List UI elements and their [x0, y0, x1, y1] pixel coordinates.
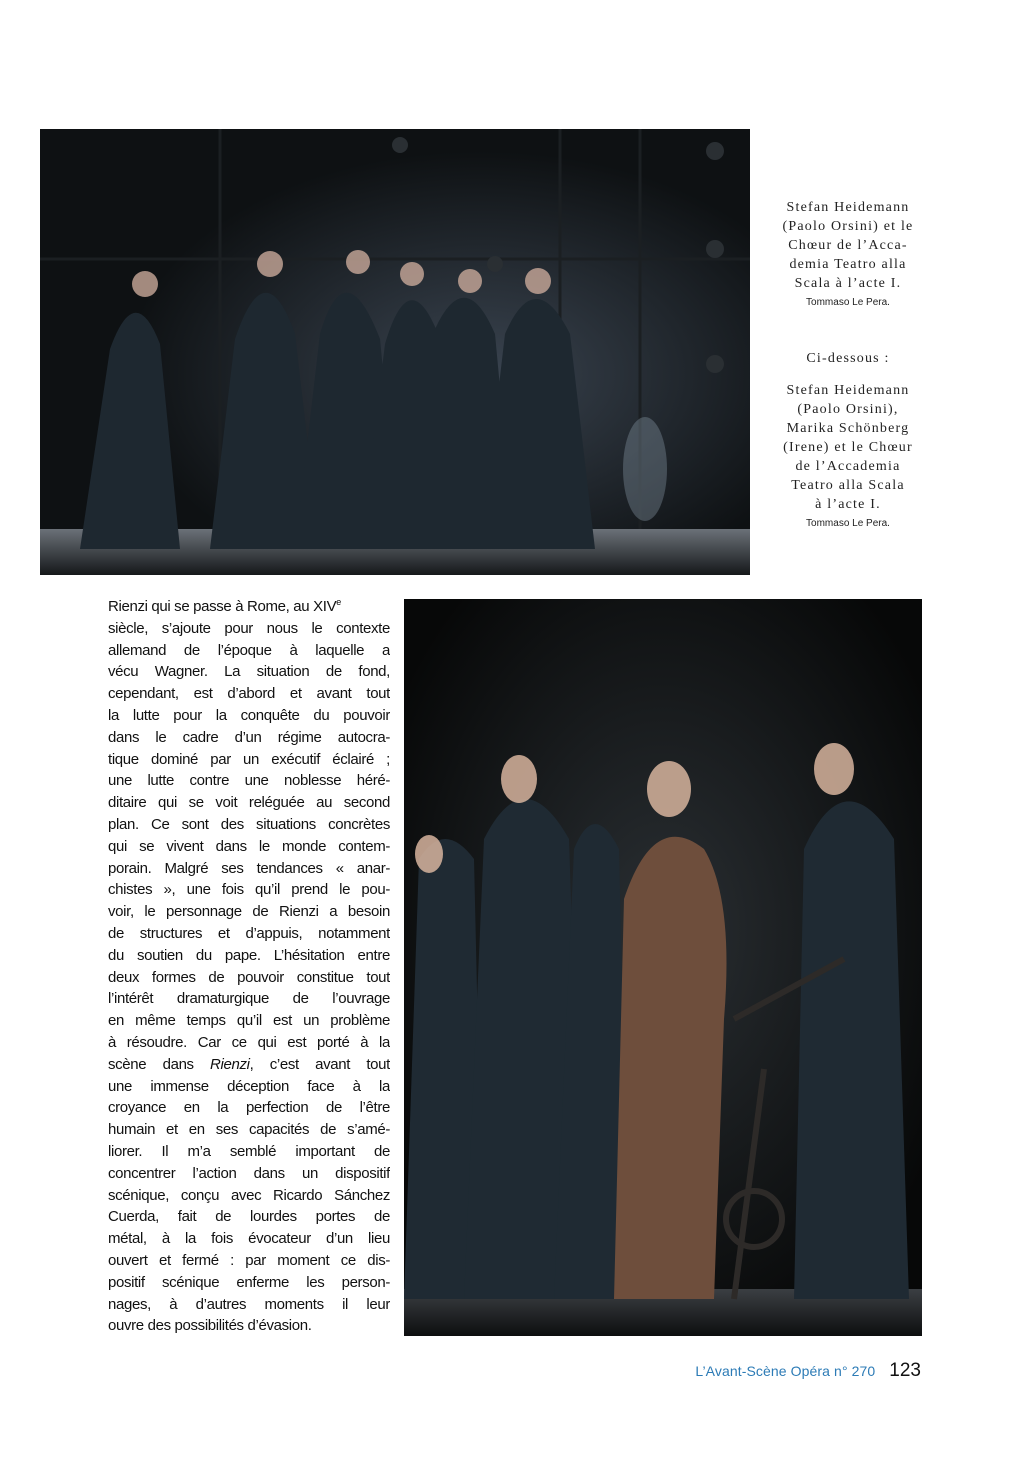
- caption-line: de l’Accademia: [795, 459, 901, 474]
- text-line: plan. Ce sont des situations concrètes: [108, 815, 390, 833]
- caption-line: Teatro alla Scala: [791, 478, 905, 493]
- text-line: l’intérêt dramaturgique de l’ouvrage: [108, 990, 390, 1008]
- text-line: de structures et d’appuis, notamment: [108, 924, 390, 942]
- text-line: tique dominé par un exécutif éclairé ;: [108, 750, 390, 768]
- opera-title: Rienzi: [210, 1055, 250, 1073]
- journal-issue: L’Avant-Scène Opéra n° 270: [695, 1363, 876, 1379]
- text-line: scénique, conçu avec Ricardo Sánchez: [108, 1186, 390, 1204]
- text-line: Cuerda, fait de lourdes portes de: [108, 1208, 390, 1226]
- page-footer: [695, 1360, 921, 1382]
- text-line: la lutte pour la conquête du pouvoir: [108, 706, 390, 724]
- text-line: humain et en ses capacités de s’amé-: [108, 1121, 390, 1139]
- caption-line: (Paolo Orsini),: [797, 402, 899, 417]
- text-line: ouvert et fermé : par moment ce dis-: [108, 1251, 390, 1269]
- century-superscript: e: [336, 597, 341, 607]
- text-line: liorer. Il m’a semblé important de: [108, 1142, 390, 1160]
- text-line: vécu Wagner. La situation de fond,: [108, 663, 390, 681]
- text-line: du soutien du pape. L’hésitation entre: [108, 946, 390, 964]
- text-line: concentrer l’action dans un dispositif: [108, 1164, 390, 1182]
- text-line: positif scénique enferme les person-: [108, 1273, 390, 1291]
- caption-lead: Ci-dessous :: [806, 351, 890, 366]
- text-line: allemand de l’époque à laquelle a: [108, 641, 390, 659]
- text-line: nages, à d’autres moments il leur: [108, 1295, 390, 1313]
- text-line: siècle, s’ajoute pour nous le contexte: [108, 619, 390, 637]
- caption-line: Stefan Heidemann: [786, 383, 910, 398]
- caption-line: demia Teatro alla: [789, 257, 907, 272]
- photo-caption-top: [768, 198, 928, 310]
- caption-line: (Paolo Orsini) et le: [782, 219, 914, 234]
- text-line: à résoudre. Car ce qui est porté à la: [108, 1033, 390, 1051]
- text-line: scène dans Rienzi, c’est avant tout: [108, 1055, 390, 1073]
- text-line: voir, le personnage de Rienzi a besoin: [108, 903, 390, 921]
- text-line: deux formes de pouvoir constitue tout: [108, 968, 390, 986]
- text-line: ditaire qui se voit reléguée au second: [108, 794, 390, 812]
- caption-line: Marika Schönberg: [786, 421, 910, 436]
- text-line: qui se vivent dans le monde contem-: [108, 837, 390, 855]
- text-line: en même temps qu’il est un problème: [108, 1012, 390, 1030]
- text-line: chistes », une fois qu’il prend le pou-: [108, 881, 390, 899]
- text-line: une lutte contre une noblesse héré-: [108, 772, 390, 790]
- text-line: métal, à la fois évocateur d’un lieu: [108, 1230, 390, 1248]
- text-line: ouvre des possibilités d’évasion.: [108, 1317, 312, 1335]
- photo-caption-bottom: [768, 349, 928, 531]
- caption-line: Chœur de l’Acca-: [788, 238, 908, 253]
- century-numeral: XIV: [313, 598, 337, 615]
- photo-credit: Tommaso Le Pera.: [806, 297, 890, 308]
- text-line: dans le cadre d’un régime autocra-: [108, 728, 390, 746]
- photo-credit: Tommaso Le Pera.: [806, 518, 890, 529]
- caption-line: Stefan Heidemann: [786, 200, 910, 215]
- caption-line: (Irene) et le Chœur: [783, 440, 913, 455]
- caption-line: à l’acte I.: [815, 497, 881, 512]
- text-line: une immense déception face à la: [108, 1077, 390, 1095]
- caption-line: Scala à l’acte I.: [794, 276, 902, 291]
- text-line: cependant, est d’abord et avant tout: [108, 685, 390, 703]
- text-line: porain. Malgré ses tendances « anar-: [108, 859, 390, 877]
- article-body: [108, 596, 390, 1337]
- text-line: croyance en la perfection de l’être: [108, 1099, 390, 1117]
- page-number: 123: [889, 1360, 921, 1381]
- photo-chorus-act-one: [40, 129, 750, 575]
- text-line: Rienzi qui se passe à Rome, au XIVe: [108, 597, 341, 615]
- photo-irene-chorus-act-one: [404, 599, 922, 1336]
